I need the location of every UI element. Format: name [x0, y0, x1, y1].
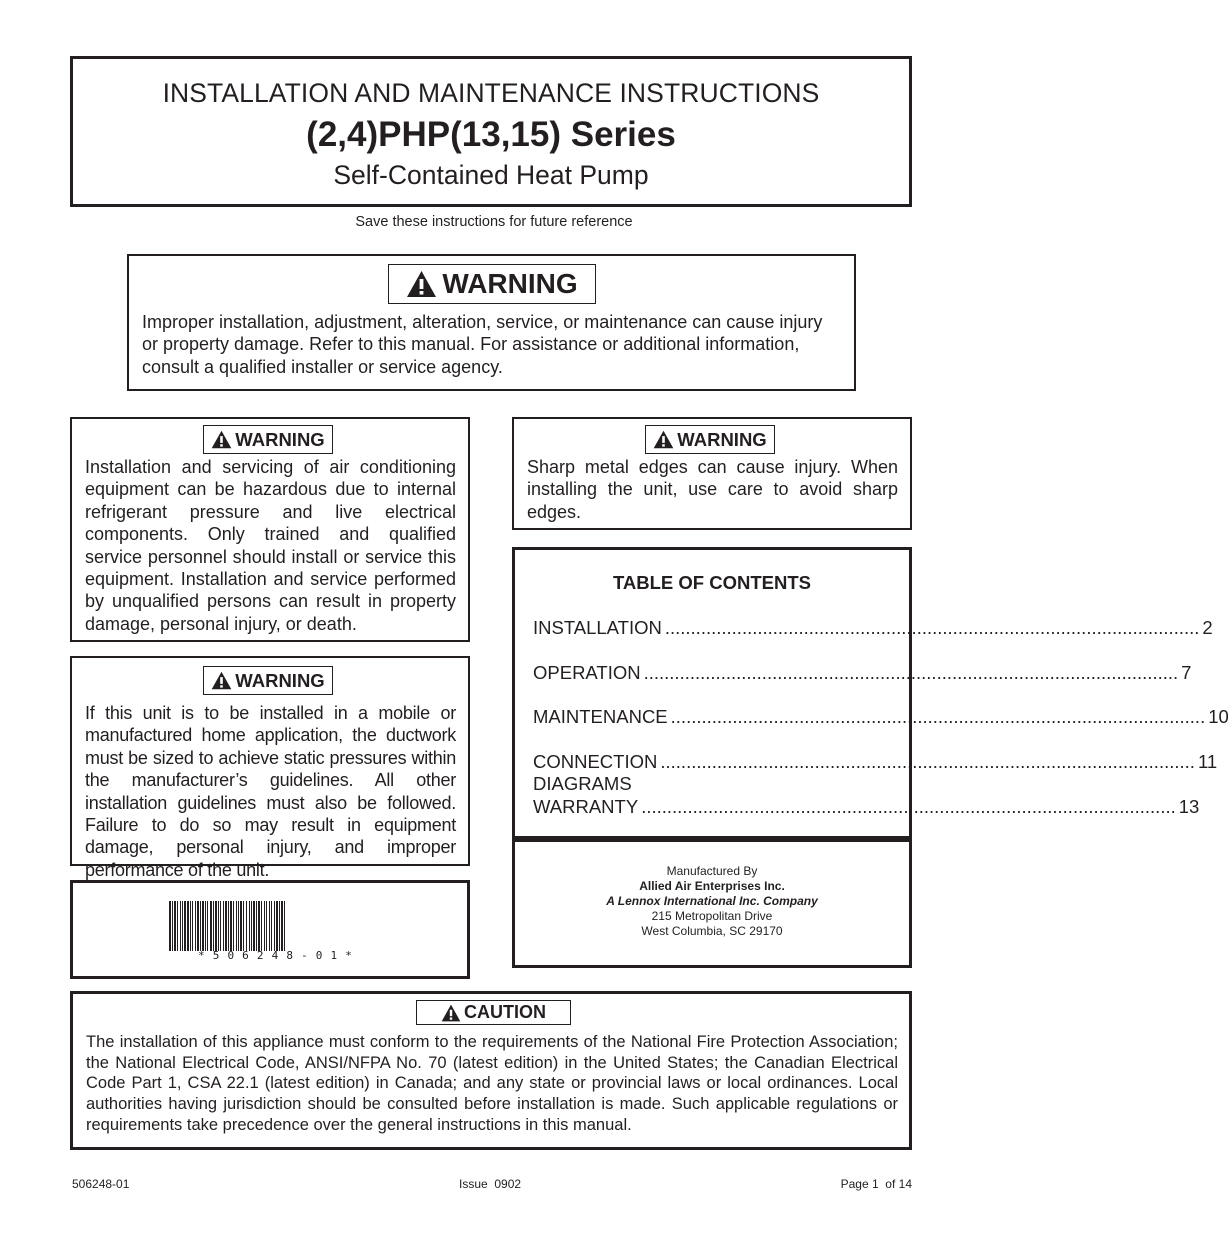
sharp-edges-warning-text: Sharp metal edges can cause injury. When installing the unit, use care to avoid sharp edges.	[527, 457, 898, 522]
warning-label-text: WARNING	[235, 669, 325, 691]
warning-triangle-icon	[441, 1004, 461, 1022]
product-series-title: (2,4)PHP(13,15) Series	[306, 115, 676, 154]
warning-triangle-icon	[211, 430, 232, 449]
warning-triangle-icon	[653, 430, 674, 449]
barcode-text: *506248-01*	[198, 949, 360, 962]
refrigerant-warning-text: Installation and servicing of air conditioning equipment can be hazardous due to internal refrigerant pressure and live electrical components. Only trained and qualified service personnel should install or service this equipment. Installation and service performed by unqualified persons can result in property damage, personal injury, or death.	[85, 457, 456, 634]
toc-title: TABLE OF CONTENTS	[612, 572, 811, 593]
toc-entry-page: 11	[1197, 751, 1218, 772]
sharp-edges-warning-box	[512, 417, 912, 530]
warning-label	[203, 425, 333, 454]
mobile-home-warning-text: If this unit is to be installed in a mobile or manufactured home application, the ductwork must be sized to achieve static pressures within the manufacturer’s guidelines. All other installation guidelines must also be followed. Failure to do so may result in equipment damage, personal injury, and improper performance of the unit.	[85, 703, 456, 880]
toc-entry-maintenance[interactable]	[533, 706, 1229, 728]
warning-label-text: WARNING	[235, 428, 325, 450]
parent-company: A Lennox International Inc. Company	[606, 894, 818, 908]
caution-text: The installation of this appliance must conform to the requirements of the National Fire Protection Association; the National Electrical Code, ANSI/NFPA No. 70 (latest edition) in the United States; the Canadian Electrical Code Part 1, CSA 22.1 (latest edition) in Canada; and any state or provincial laws or local ordinances. Local authorities having jurisdiction should be consulted before installation is made. Such applicable regulations or requirements take precedence over the general instructions in this manual.	[86, 1033, 898, 1134]
main-warning-text: Improper installation, adjustment, alteration, service, or maintenance can cause injury or property damage. Refer to this manual. For assistance or additional information, consult a qualified installer or service agency.	[142, 312, 823, 377]
toc-leader-dots: ........................................................................................................	[641, 796, 1176, 817]
toc-entry-page: 7	[1181, 662, 1192, 683]
main-warning-box	[127, 254, 856, 391]
toc-entry-connection-diagrams[interactable]	[533, 751, 1218, 795]
toc-entry-page: 10	[1208, 706, 1229, 727]
warning-label	[645, 425, 775, 454]
toc-entry-label: CONNECTION DIAGRAMS	[533, 751, 658, 794]
toc-leader-dots: ........................................................................................................	[643, 662, 1179, 683]
table-of-contents	[512, 547, 1229, 839]
manufacturer-street: 215 Metropolitan Drive	[651, 909, 773, 923]
warning-label-text: WARNING	[442, 268, 578, 299]
toc-entry-page: 13	[1178, 796, 1200, 817]
warning-triangle-icon	[406, 270, 437, 298]
manufacturer-box	[512, 839, 912, 968]
mobile-home-warning-box	[70, 656, 470, 880]
toc-entry-page: 2	[1202, 617, 1213, 638]
toc-entry-label: MAINTENANCE	[533, 706, 668, 727]
page-number: Page 1 of 14	[840, 1177, 912, 1191]
toc-leader-dots: ........................................................................................................	[660, 751, 1195, 772]
toc-leader-dots: ........................................................................................................	[670, 706, 1206, 727]
issue-number: Issue 0902	[459, 1177, 522, 1191]
toc-entry-label: OPERATION	[533, 662, 641, 683]
save-instructions-note: Save these instructions for future reference	[355, 214, 633, 230]
document-heading: INSTALLATION AND MAINTENANCE INSTRUCTIONS	[162, 78, 820, 108]
manufacturer-city: West Columbia, SC 29170	[641, 924, 783, 938]
refrigerant-warning-box	[70, 417, 470, 642]
manufacturer-name: Allied Air Enterprises Inc.	[639, 879, 785, 893]
caution-box	[70, 991, 912, 1150]
caution-label-text: CAUTION	[464, 1002, 546, 1022]
toc-entry-warranty[interactable]	[533, 796, 1200, 818]
toc-entry-label: WARRANTY	[533, 796, 639, 817]
toc-entry-operation[interactable]	[533, 662, 1192, 684]
warning-label	[203, 666, 333, 695]
toc-leader-dots: ........................................................................................................	[664, 617, 1200, 638]
barcode-box	[70, 880, 470, 979]
document-number: 506248-01	[72, 1177, 130, 1191]
warning-triangle-icon	[211, 671, 232, 690]
toc-entry-label: INSTALLATION	[533, 617, 662, 638]
barcode-image	[169, 901, 353, 951]
warning-label-text: WARNING	[677, 428, 767, 450]
manufactured-by-label: Manufactured By	[666, 864, 758, 878]
product-subtitle: Self-Contained Heat Pump	[333, 160, 649, 190]
toc-entry-installation[interactable]	[533, 617, 1213, 639]
title-block	[70, 56, 912, 207]
caution-label	[416, 1000, 571, 1025]
warning-label	[388, 264, 596, 304]
